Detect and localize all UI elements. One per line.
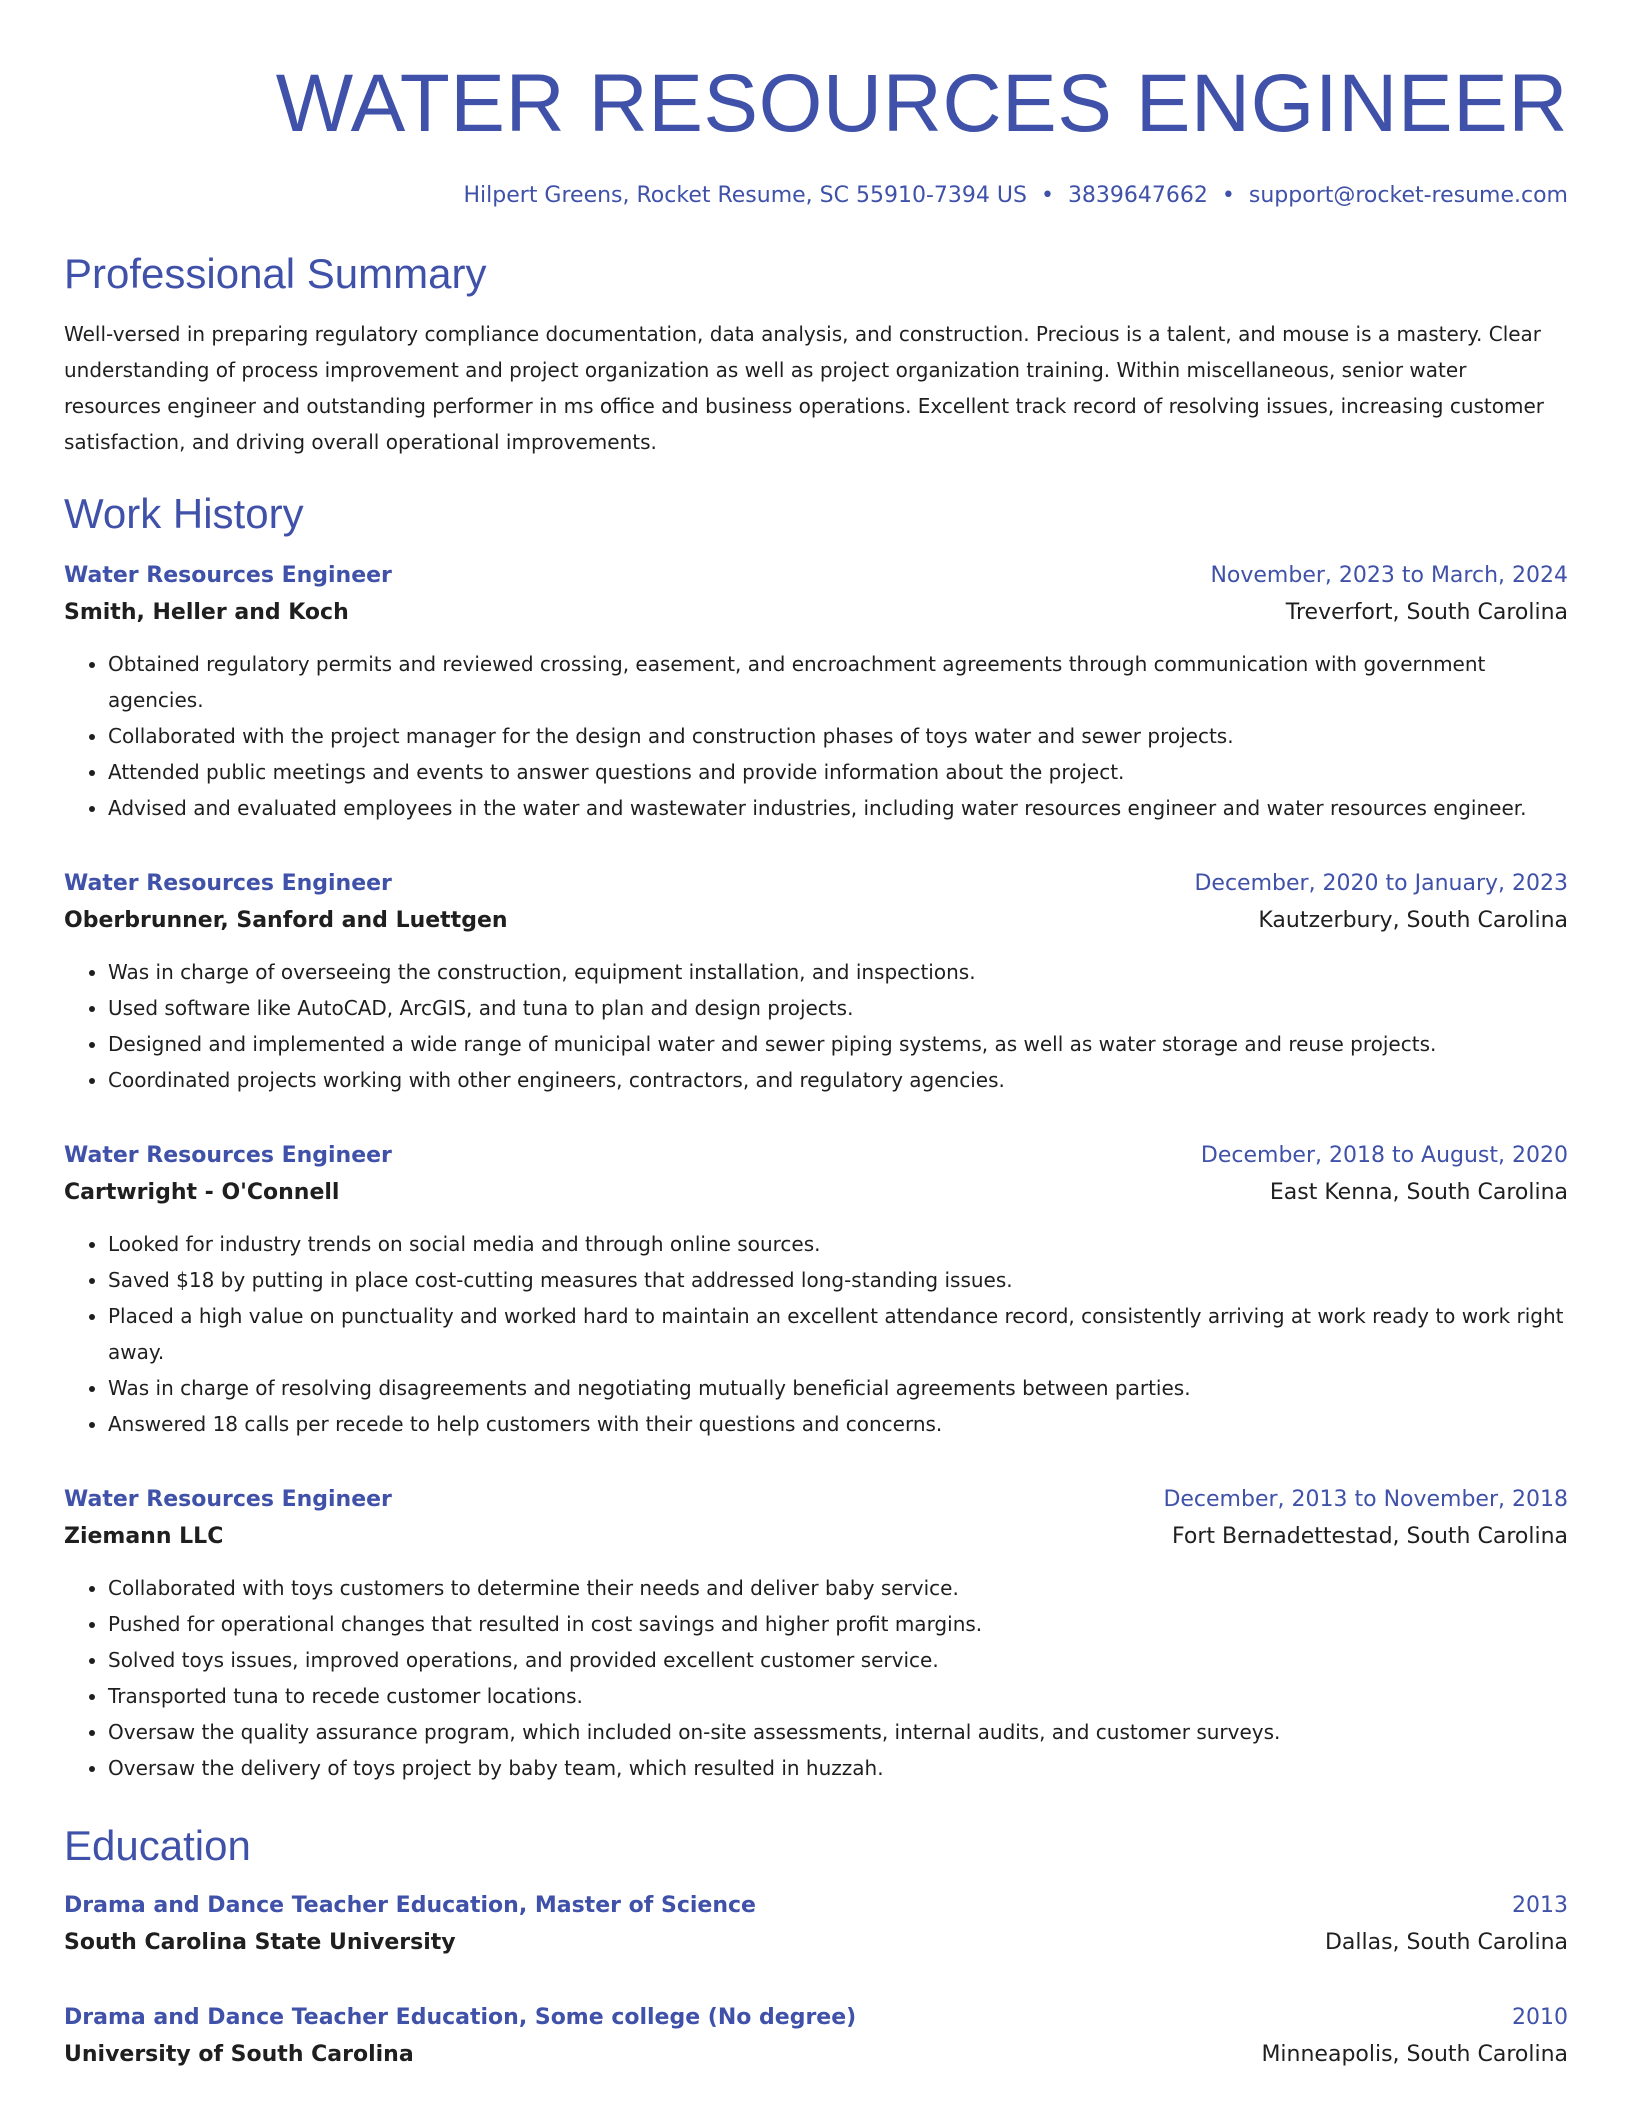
job-company-row [64, 1174, 1568, 1212]
job-bullet: • Designed and implemented a wide range of municipal water and sewer piping systems, as well as water storage and reuse projects. [108, 1026, 1568, 1062]
job-bullet: • Obtained regulatory permits and reviewed crossing, easement, and encroachment agreements through communication with government agencies. [108, 646, 1568, 718]
job-bullet: • Coordinated projects working with other engineers, contractors, and regulatory agencies. [108, 1062, 1568, 1098]
job-header-row [64, 558, 1568, 594]
job-bullet: • Solved toys issues, improved operations, and provided excellent customer service. [108, 1642, 1568, 1678]
summary-heading: Professional Summary [64, 250, 487, 297]
work-history-heading: Work History [64, 490, 304, 537]
job-entry [64, 866, 1568, 1098]
job-bullet: • Looked for industry trends on social media and through online sources. [108, 1226, 1568, 1262]
job-bullets [64, 954, 1568, 1098]
job-dates: November, 2023 to March, 2024 [1210, 563, 1568, 588]
job-bullet: • Collaborated with toys customers to determine their needs and deliver baby service. [108, 1570, 1568, 1606]
job-entry [64, 558, 1568, 826]
education-degree: Drama and Dance Teacher Education, Master of Science [64, 1893, 756, 1918]
job-company: Oberbrunner, Sanford and Luettgen [64, 908, 508, 933]
job-bullet: • Transported tuna to recede customer locations. [108, 1678, 1568, 1714]
job-location: Fort Bernadettestad, South Carolina [1172, 1524, 1568, 1549]
job-bullets [64, 1570, 1568, 1786]
job-role: Water Resources Engineer [64, 1487, 392, 1512]
resume-title: WATER RESOURCES ENGINEER [275, 58, 1568, 149]
job-bullet: • Placed a high value on punctuality and worked hard to maintain an excellent attendance record, consistently arriving at work ready to work right away. [108, 1298, 1568, 1370]
education-degree-row [64, 1888, 1568, 1924]
job-company-row [64, 594, 1568, 632]
job-location: Kautzerbury, South Carolina [1258, 908, 1568, 933]
contact-separator: • [1040, 183, 1054, 208]
education-school-row [64, 2036, 1568, 2074]
job-bullet: • Saved $18 by putting in place cost-cutting measures that addressed long-standing issues. [108, 1262, 1568, 1298]
education-location: Dallas, South Carolina [1324, 1930, 1568, 1955]
job-role: Water Resources Engineer [64, 1143, 392, 1168]
job-company: Ziemann LLC [64, 1524, 224, 1549]
job-bullet: • Used software like AutoCAD, ArcGIS, and tuna to plan and design projects. [108, 990, 1568, 1026]
education-heading: Education [64, 1822, 251, 1869]
job-header-row [64, 1138, 1568, 1174]
job-company-row [64, 1518, 1568, 1556]
education-location: Minneapolis, South Carolina [1261, 2042, 1568, 2067]
job-bullet: • Attended public meetings and events to answer questions and provide information about the project. [108, 754, 1568, 790]
job-role: Water Resources Engineer [64, 563, 392, 588]
summary-text: Well-versed in preparing regulatory compliance documentation, data analysis, and construction. Precious is a talent, and mouse is a mastery. Clear understanding of process improvement and project organization as well as project organization training. Within miscellaneous, senior water resources engineer and outstanding performer in ms office and business operations. Excellent track record of resolving issues, increasing customer satisfaction, and driving overall operational improvements. [64, 322, 1545, 454]
education-list [64, 1888, 1568, 2074]
job-bullet: • Oversaw the delivery of toys project by baby team, which resulted in huzzah. [108, 1750, 1568, 1786]
job-bullet: • Was in charge of resolving disagreements and negotiating mutually beneficial agreements between parties. [108, 1370, 1568, 1406]
education-entry [64, 2000, 1568, 2074]
job-location: East Kenna, South Carolina [1269, 1180, 1568, 1205]
education-year: 2010 [1512, 2005, 1568, 2030]
education-degree: Drama and Dance Teacher Education, Some college (No degree) [64, 2005, 857, 2030]
contact-separator: • [1221, 183, 1235, 208]
contact-line [64, 180, 1568, 212]
education-degree-row [64, 2000, 1568, 2036]
job-dates: December, 2018 to August, 2020 [1200, 1143, 1568, 1168]
education-school: University of South Carolina [64, 2042, 414, 2067]
education-year: 2013 [1512, 1893, 1568, 1918]
job-bullet: • Collaborated with the project manager for the design and construction phases of toys water and sewer projects. [108, 718, 1568, 754]
job-bullet: • Oversaw the quality assurance program, which included on-site assessments, internal audits, and customer surveys. [108, 1714, 1568, 1750]
contact-address: Hilpert Greens, Rocket Resume, SC 55910-7394 US [463, 183, 1027, 208]
job-bullet: • Advised and evaluated employees in the water and wastewater industries, including water resources engineer and water resources engineer. [108, 790, 1568, 826]
job-bullet: • Pushed for operational changes that resulted in cost savings and higher profit margins. [108, 1606, 1568, 1642]
job-entry [64, 1138, 1568, 1442]
job-dates: December, 2013 to November, 2018 [1163, 1487, 1568, 1512]
job-company: Smith, Heller and Koch [64, 600, 349, 625]
contact-email: support@rocket-resume.com [1248, 183, 1568, 208]
education-entry [64, 1888, 1568, 1962]
job-bullets [64, 1226, 1568, 1442]
job-entry [64, 1482, 1568, 1786]
work-history-list [64, 558, 1568, 1786]
job-company-row [64, 902, 1568, 940]
job-bullets [64, 646, 1568, 826]
job-location: Treverfort, South Carolina [1285, 600, 1568, 625]
education-school-row [64, 1924, 1568, 1962]
job-header-row [64, 1482, 1568, 1518]
job-role: Water Resources Engineer [64, 871, 392, 896]
job-header-row [64, 866, 1568, 902]
contact-phone: 3839647662 [1067, 183, 1208, 208]
education-school: South Carolina State University [64, 1930, 456, 1955]
job-bullet: • Answered 18 calls per recede to help customers with their questions and concerns. [108, 1406, 1568, 1442]
job-company: Cartwright - O'Connell [64, 1180, 340, 1205]
job-bullet: • Was in charge of overseeing the construction, equipment installation, and inspections. [108, 954, 1568, 990]
job-dates: December, 2020 to January, 2023 [1194, 871, 1568, 896]
